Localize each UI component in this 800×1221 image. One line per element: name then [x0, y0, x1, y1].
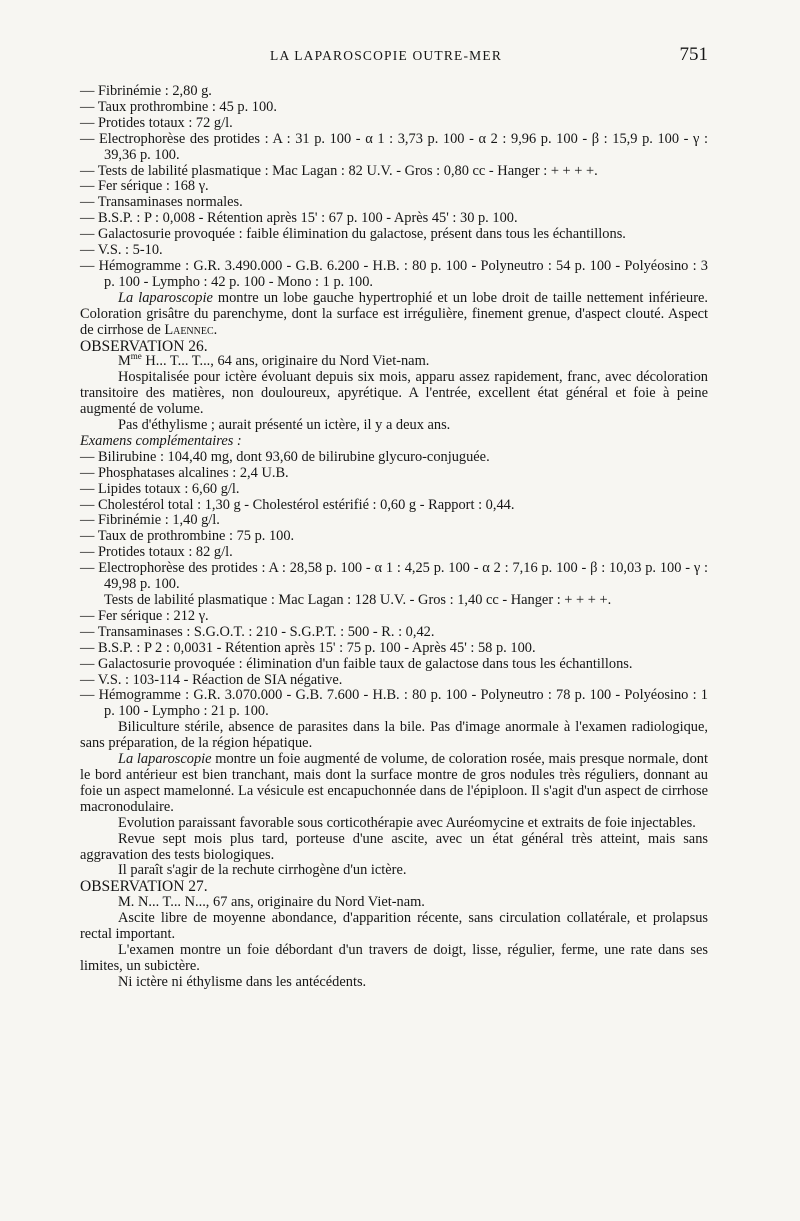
result-item: — Electrophorèse des protides : A : 31 p. 100 - α 1 : 3,73 p. 100 - α 2 : 9,96 p. 100 - β : 15,9 p. 100 - γ : 39,36 p. 100.	[80, 130, 708, 163]
obs27-heading: OBSERVATION 27.	[80, 878, 208, 896]
obs27-patient-line: M. N... T... N..., 67 ans, originaire du Nord Viet-nam.	[118, 894, 425, 911]
result-item: — Galactosurie provoquée : faible élimination du galactose, présent dans tous les échantillons.	[80, 226, 626, 243]
obs26-heading: OBSERVATION 26.	[80, 337, 208, 355]
page-header	[80, 44, 708, 72]
laparoscopy-label: La laparoscopie	[118, 289, 213, 306]
exam-item: — Fer sérique : 212 γ.	[80, 607, 209, 624]
exam-item: — Hémogramme : G.R. 3.070.000 - G.B. 7.600 - H.B. : 80 p. 100 - Polyneutro : 78 p. 100 - Polyéosino : 1 p. 100 - Lympho : 21 p. 100.	[80, 687, 708, 720]
obs26-conclusion: Il paraît s'agir de la rechute cirrhogène d'un ictère.	[118, 862, 407, 879]
exam-item: — B.S.P. : P 2 : 0,0031 - Rétention après 15' : 75 p. 100 - Après 45' : 58 p. 100.	[80, 639, 536, 656]
result-item: — Tests de labilité plasmatique : Mac Lagan : 82 U.V. - Gros : 0,80 cc - Hanger : + + + +.	[80, 162, 598, 179]
author-name: Laennec	[164, 321, 214, 338]
exams-label: Examens complémentaires :	[80, 432, 242, 449]
obs27-antecedents: Ni ictère ni éthylisme dans les antécédents.	[118, 973, 367, 990]
result-item: — Fer sérique : 168 γ.	[80, 178, 209, 195]
laparoscopy-text: montre un foie augmenté de volume, de coloration rosée, mais presque normale, dont le bord antérieur est bien tranchant, mais dont la surface montre de gros nodules très réguliers, donnant au foie un aspect mamelonné. La vésicule est encapuchonnée dans de l'épiploon. Il s'agit d'un aspect de cirrhose macronodulaire.	[80, 751, 709, 815]
exam-item: — Fibrinémie : 1,40 g/l.	[80, 512, 220, 529]
obs26-biliculture: Biliculture stérile, absence de parasites dans la bile. Pas d'image anormale à l'examen radiologique, sans préparation, de la région hépatique.	[80, 719, 708, 752]
obs25-laparoscopy-paragraph	[80, 291, 708, 339]
exam-item: Tests de labilité plasmatique : Mac Lagan : 128 U.V. - Gros : 1,40 cc - Hanger : + + + +.	[104, 592, 612, 608]
result-item: — Protides totaux : 72 g/l.	[80, 114, 233, 131]
exam-item: — Lipides totaux : 6,60 g/l.	[80, 480, 240, 497]
laparoscopy-text: montre un lobe gauche hypertrophié et un lobe droit de taille nettement inférieure. Coloration grisâtre du parenchyme, dont la surface est irrégulière, finement grenue, d'aspect clouté. Aspect de cirrhose de	[80, 289, 708, 338]
obs26-alcohol: Pas d'éthylisme ; aurait présenté un ictère, il y a deux ans.	[118, 417, 451, 434]
obs26-history: Hospitalisée pour ictère évoluant depuis six mois, apparu assez rapidement, franc, avec décoloration transitoire des matières, non douloureux, apyrétique. A l'entrée, excellent état général et foie à peine augmenté de volume.	[80, 369, 708, 418]
result-item: — Hémogramme : G.R. 3.490.000 - G.B. 6.200 - H.B. : 80 p. 100 - Polyneutro : 54 p. 100 - Polyéosino : 3 p. 100 - Lympho : 42 p. 100 - Mono : 1 p. 100.	[80, 257, 708, 290]
result-item: — Taux prothrombine : 45 p. 100.	[80, 98, 277, 115]
exam-item: — Taux de prothrombine : 75 p. 100.	[80, 528, 295, 545]
obs26-evolution: Evolution paraissant favorable sous corticothérapie avec Auréomycine et extraits de foie injectables.	[118, 814, 696, 831]
obs26-exams-list	[80, 450, 708, 720]
exam-item: — Transaminases : S.G.O.T. : 210 - S.G.P.T. : 500 - R. : 0,42.	[80, 623, 435, 640]
exam-item: — Cholestérol total : 1,30 g - Cholestérol estérifié : 0,60 g - Rapport : 0,44.	[80, 496, 515, 513]
exam-item: — Electrophorèse des protides : A : 28,58 p. 100 - α 1 : 4,25 p. 100 - α 2 : 7,16 p. 100 - β : 10,03 p. 100 - γ : 49,98 p. 100.	[80, 560, 708, 593]
exam-item: — Bilirubine : 104,40 mg, dont 93,60 de bilirubine glycuro-conjuguée.	[80, 448, 490, 465]
obs26-laparoscopy-paragraph	[80, 752, 708, 816]
running-title: LA LAPAROSCOPIE OUTRE-MER	[270, 48, 503, 63]
exam-item: — V.S. : 103-114 - Réaction de SIA négative.	[80, 671, 343, 688]
page-number: 751	[679, 44, 708, 65]
obs27-ascite: Ascite libre de moyenne abondance, d'apparition récente, sans circulation collatérale, et prolapsus rectal important.	[80, 910, 708, 943]
obs26-patient-line: $M^{me}$ H... T... T..., 64 ans, originaire du Nord Viet-nam.	[118, 351, 430, 370]
obs27-exam: L'examen montre un foie débordant d'un travers de doigt, lisse, régulier, ferme, une rate dans ses limites, un subictère.	[80, 941, 708, 974]
obs25-results-list	[80, 84, 708, 291]
result-item: — B.S.P. : P : 0,008 - Rétention après 15' : 67 p. 100 - Après 45' : 30 p. 100.	[80, 210, 518, 227]
laparoscopy-label: La laparoscopie	[118, 751, 212, 768]
exam-item: — Protides totaux : 82 g/l.	[80, 544, 233, 561]
result-item: — V.S. : 5-10.	[80, 242, 163, 259]
page-body	[80, 84, 708, 991]
exam-item: — Phosphatases alcalines : 2,4 U.B.	[80, 464, 289, 481]
sentence-end: .	[213, 321, 218, 338]
exam-item: — Galactosurie provoquée : élimination d'un faible taux de galactose dans tous les échantillons.	[80, 655, 633, 672]
result-item: — Fibrinémie : 2,80 g.	[80, 83, 212, 99]
result-item: — Transaminases normales.	[80, 194, 243, 211]
obs26-revue: Revue sept mois plus tard, porteuse d'une ascite, avec un état général très atteint, mais sans aggravation des tests biologiques.	[80, 830, 708, 863]
